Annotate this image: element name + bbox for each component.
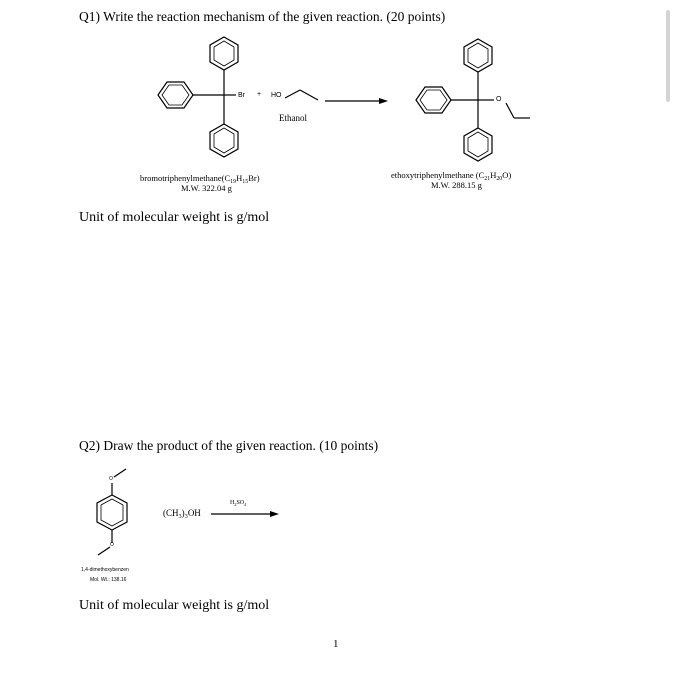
question-1-title: Q1) Write the reaction mechanism of the given reaction. (20 points) <box>79 9 446 24</box>
catalyst-text: $H_2SO_4$ <box>230 500 247 507</box>
bromine-label: Br <box>238 92 245 99</box>
page-number: 1 <box>333 638 339 650</box>
product-mw: M.W. 288.15 g <box>431 180 482 190</box>
unit-note-2: Unit of molecular weight is g/mol <box>79 598 270 613</box>
product-name-text: ethoxytriphenylmethane $(C_{21}H_{20}O)$ <box>391 170 512 182</box>
catalyst-label <box>230 500 246 507</box>
ethanol-label: Ethanol <box>279 113 307 123</box>
bottom-oxygen-label: O <box>110 542 114 548</box>
dimethoxybenzene-ring <box>97 495 127 530</box>
q2-reactant-mw: Mol. Wt.: 138.16 <box>90 577 127 583</box>
product-top-phenyl <box>464 39 492 72</box>
product-left-phenyl <box>416 87 451 113</box>
reactant-bottom-phenyl <box>210 124 238 157</box>
top-oxygen-label: O <box>109 476 113 482</box>
reactant-top-phenyl <box>210 37 238 70</box>
plus-sign: + <box>257 91 262 98</box>
product-oxygen-label: O <box>496 96 502 103</box>
reactant-left-phenyl <box>158 82 193 108</box>
reagent-label <box>163 508 201 520</box>
q2-reactant-name: 1,4-dimethoxybenzen <box>81 567 129 573</box>
hydroxyl-label: HO <box>271 92 282 99</box>
product-bottom-phenyl <box>464 128 492 161</box>
question-2-title: Q2) Draw the product of the given reaction. (10 points) <box>79 438 379 453</box>
reactant-name-text: $bromotriphenylmethane(C_{19}H_{15}Br)$ <box>140 173 260 185</box>
reagent-text: $(CH_3)_3OH$ <box>163 508 201 520</box>
unit-note-1: Unit of molecular weight is g/mol <box>79 210 270 225</box>
reactant-mw: M.W. 322.04 g <box>181 183 232 193</box>
